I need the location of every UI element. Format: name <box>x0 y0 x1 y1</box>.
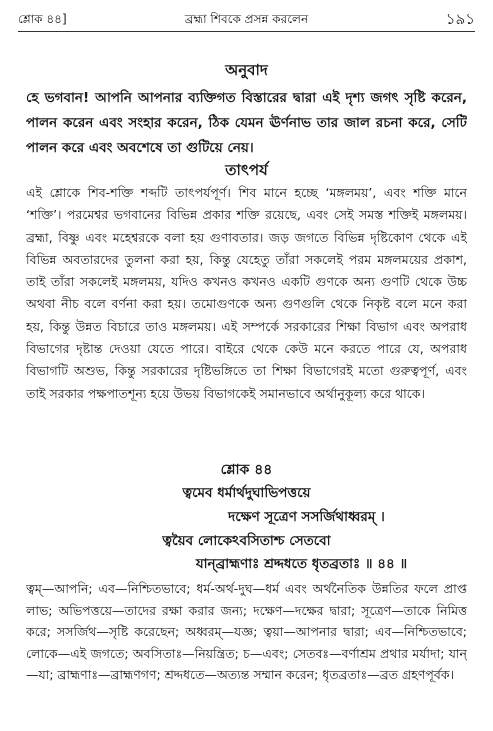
page-number: ১৯১ <box>445 10 475 28</box>
verse-line-2: দক্ষেণ সূত্রেণ সসর্জিথাধ্বরম্ । <box>228 509 385 525</box>
verse-line-4: যান্‌ব্রাহ্মণাঃ শ্রদ্দধতে ধৃতব্রতাঃ ॥ ৪৪ ॥ <box>195 556 408 572</box>
verse-reference: শ্লোক ৪৪] <box>18 12 67 26</box>
chapter-title: ব্রহ্মা শিবকে প্রসন্ন করলেন <box>184 12 309 26</box>
synonyms-text: ত্বম্—আপনি; এব—নিশ্চিতভাবে; ধর্ম-অর্থ-দুঘ—ধর্ম এবং অর্থনৈতিক উন্নতির ফলে প্রাপ্ত লাভ; অভিপত্তয়ে—তাদের রক্ষা করার জন্য; দক্ষেণ—দক্ষের দ্বারা; সূত্রেণ—তাকে নিমিত্ত করে; সসর্জিথ—সৃষ্টি করেছেন; অধ্বরম্—যজ্ঞ; ত্বয়া—আপনার দ্বারা; এব—নিশ্চিতভাবে; লোকে—এই জগতে; অবসিতাঃ—নিয়ন্ত্রিত; চ—এবং; সেতবঃ—বর্ণাশ্রম প্রথার মর্যাদা; যান্—যা; ব্রাহ্মণাঃ—ব্রাহ্মণগণ; শ্রদ্দধতে—অত্যন্ত সম্মান করেন; ধৃতব্রতাঃ—ব্রত গ্রহণপূর্বক। <box>26 581 467 682</box>
header-divider <box>18 31 475 32</box>
translation-heading: অনুবাদ <box>225 61 268 79</box>
purport-heading: তাৎপর্য <box>225 161 268 179</box>
purport-text: এই শ্লোকে শিব-শক্তি শব্দটি তাৎপর্যপূর্ণ। শিব মানে হচ্ছে ‘মঙ্গলময়’, এবং শক্তি মানে ‘শক্তি’। পরমেশ্বর ভগবানের বিভিন্ন প্রকার শক্তি রয়েছে, এবং সেই সমস্ত শক্তিই মঙ্গলময়। ব্রহ্মা, বিষ্ণু এবং মহেশ্বরকে বলা হয় গুণাবতার। জড় জগতে বিভিন্ন দৃষ্টিকোণ থেকে এই বিভিন্ন অবতারদের তুলনা করা হয়, কিন্তু যেহেতু তাঁরা সকলেই পরম মঙ্গলময়ের প্রকাশ, তাই তাঁরা সকলেই মঙ্গলময়, যদিও কখনও কখনও একটি গুণকে অন্য গুণটি থেকে উচ্চ অথবা নীচ বলে বর্ণনা করা হয়। তমোগুণকে অন্য গুণগুলি থেকে নিকৃষ্ট বলে মনে করা হয়, কিন্তু উন্নত বিচারে তাও মঙ্গলময়। এই সম্পর্কে সরকারের শিক্ষা বিভাগ এবং অপরাধ বিভাগের দৃষ্টান্ত দেওয়া যেতে পারে। বাইরে থেকে কেউ মনে করতে পারে যে, অপরাধ বিভাগটি অশুভ, কিন্তু সরকারের দৃষ্টিভঙ্গিতে তা শিক্ষা বিভাগেরই মতো গুরুত্বপূর্ণ, এবং তাই সরকার পক্ষপাতশূন্য হয়ে উভয় বিভাগকেই সমানভাবে অর্থানুকূল্য করে থাকে। <box>26 185 467 401</box>
verse-line-1: ত্বমেব ধর্মার্থদুঘাভিপত্তয়ে <box>182 485 311 501</box>
translation-text: হে ভগবান! আপনি আপনার ব্যক্তিগত বিস্তারের দ্বারা এই দৃশ্য জগৎ সৃষ্টি করেন, পালন করেন এবং সংহার করেন, ঠিক যেমন ঊর্ণনাভ তার জাল রচনা করে, সেটি পালন করে এবং অবশেষে তা গুটিয়ে নেয়। <box>26 90 467 156</box>
verse-heading: শ্লোক ৪৪ <box>220 462 273 478</box>
verse-line-3: ত্বয়ৈব লোকেঽবসিতাশ্চ সেতবো <box>162 533 331 549</box>
page-header <box>18 8 475 30</box>
